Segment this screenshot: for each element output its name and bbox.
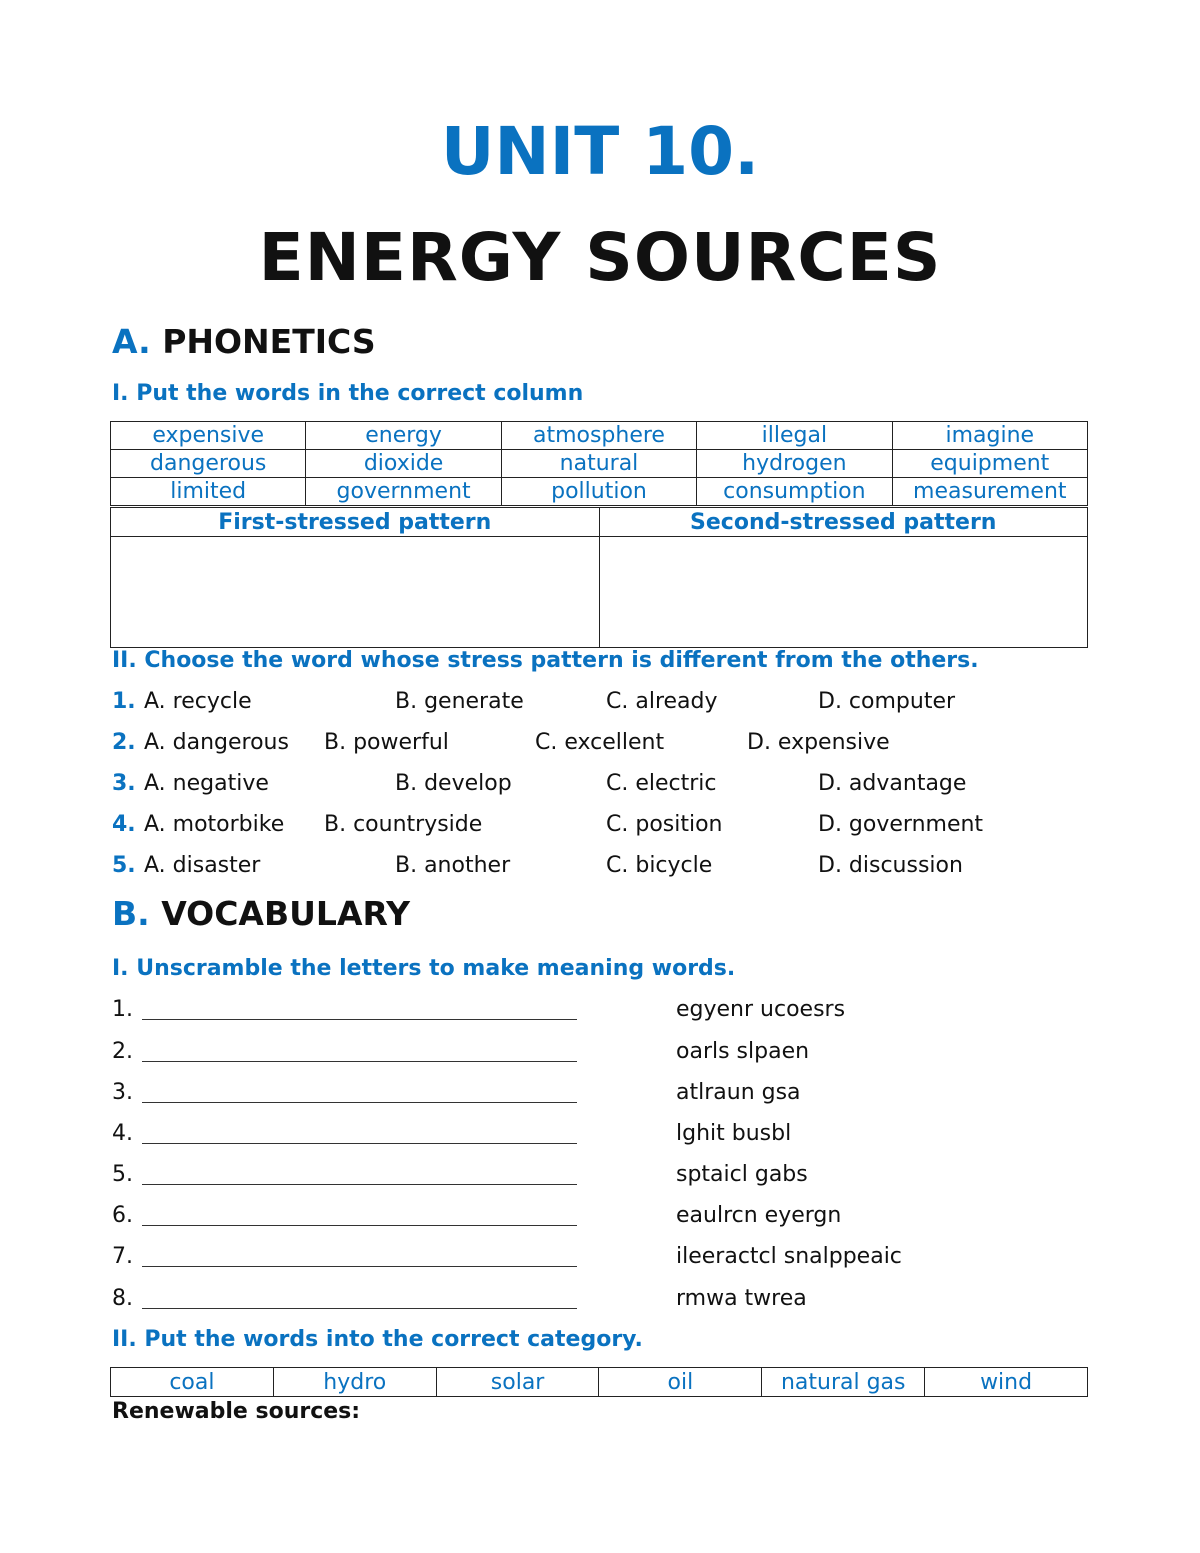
word-cell: natural: [501, 450, 696, 478]
answer-blank[interactable]: [142, 1184, 577, 1185]
word-cell: coal: [111, 1368, 274, 1397]
question-row: [112, 769, 1112, 799]
option-d[interactable]: D. discussion: [818, 853, 963, 878]
answer-blank[interactable]: [142, 1143, 577, 1144]
section-a-letter: A.: [112, 322, 151, 361]
option-c[interactable]: C. excellent: [535, 730, 665, 755]
unscramble-row: [112, 1119, 1112, 1149]
question-row: [112, 851, 1112, 881]
word-cell: oil: [599, 1368, 762, 1397]
question-number: 2.: [112, 730, 136, 755]
unscramble-row: [112, 1201, 1112, 1231]
unscramble-row: [112, 1078, 1112, 1108]
option-b[interactable]: B. countryside: [324, 812, 483, 837]
table-row: [111, 537, 1088, 648]
answer-blank[interactable]: [142, 1019, 577, 1020]
option-b[interactable]: B. another: [395, 853, 511, 878]
word-cell: natural gas: [762, 1368, 925, 1397]
unscramble-row: [112, 1284, 1112, 1314]
option-c[interactable]: C. electric: [606, 771, 717, 796]
table-row: [111, 450, 1088, 478]
answer-blank[interactable]: [142, 1266, 577, 1267]
word-cell: hydrogen: [697, 450, 892, 478]
second-stressed-answer-cell[interactable]: [599, 537, 1088, 648]
word-cell: dangerous: [111, 450, 306, 478]
table-row: [111, 422, 1088, 450]
part-a2-heading: II. Choose the word whose stress pattern is different from the others.: [112, 648, 979, 673]
part-a1-heading: I. Put the words in the correct column: [112, 381, 584, 406]
option-a[interactable]: A. recycle: [144, 689, 252, 714]
part-b1-heading: I. Unscramble the letters to make meaning words.: [112, 956, 736, 981]
question-number: 3.: [112, 771, 136, 796]
option-c[interactable]: C. already: [606, 689, 718, 714]
scrambled-word: eaulrcn eyergn: [676, 1203, 842, 1228]
item-number: 7.: [112, 1244, 133, 1269]
option-a[interactable]: A. motorbike: [144, 812, 285, 837]
unscramble-row: [112, 1037, 1112, 1067]
unscramble-row: [112, 995, 1112, 1025]
word-cell: hydro: [273, 1368, 436, 1397]
question-number: 5.: [112, 853, 136, 878]
option-a[interactable]: A. disaster: [144, 853, 261, 878]
word-cell: equipment: [892, 450, 1087, 478]
option-c[interactable]: C. position: [606, 812, 723, 837]
word-cell: pollution: [501, 478, 696, 506]
item-number: 5.: [112, 1162, 133, 1187]
word-cell: imagine: [892, 422, 1087, 450]
word-cell: limited: [111, 478, 306, 506]
question-row: [112, 687, 1112, 717]
section-a-heading: [112, 322, 376, 362]
answer-blank[interactable]: [142, 1061, 577, 1062]
section-b-heading: [112, 894, 410, 934]
scrambled-word: lghit busbl: [676, 1121, 792, 1146]
table-row: [111, 1368, 1088, 1397]
item-number: 8.: [112, 1286, 133, 1311]
item-number: 3.: [112, 1080, 133, 1105]
item-number: 4.: [112, 1121, 133, 1146]
word-cell: illegal: [697, 422, 892, 450]
word-cell: energy: [306, 422, 501, 450]
answer-blank[interactable]: [142, 1102, 577, 1103]
option-c[interactable]: C. bicycle: [606, 853, 713, 878]
option-b[interactable]: B. powerful: [324, 730, 449, 755]
scrambled-word: sptaicl gabs: [676, 1162, 808, 1187]
option-a[interactable]: A. dangerous: [144, 730, 289, 755]
word-cell: expensive: [111, 422, 306, 450]
question-row: [112, 728, 1112, 758]
option-d[interactable]: D. advantage: [818, 771, 967, 796]
scrambled-word: oarls slpaen: [676, 1039, 810, 1064]
page-title: ENERGY SOURCES: [258, 219, 942, 296]
item-number: 1.: [112, 997, 133, 1022]
option-b[interactable]: B. develop: [395, 771, 512, 796]
scrambled-word: ileeractcl snalppeaic: [676, 1244, 902, 1269]
question-number: 4.: [112, 812, 136, 837]
pattern-table: [110, 507, 1088, 648]
category-word-table: [110, 1367, 1088, 1397]
question-row: [112, 810, 1112, 840]
word-table: [110, 421, 1088, 506]
table-row: [111, 478, 1088, 506]
renewable-sources-label: Renewable sources:: [112, 1399, 361, 1424]
item-number: 2.: [112, 1039, 133, 1064]
first-stressed-answer-cell[interactable]: [111, 537, 600, 648]
section-a-name: PHONETICS: [162, 322, 376, 361]
section-b-name: VOCABULARY: [161, 894, 410, 933]
section-b-letter: B.: [112, 894, 150, 933]
word-cell: atmosphere: [501, 422, 696, 450]
word-cell: government: [306, 478, 501, 506]
table-header-row: [111, 508, 1088, 537]
scrambled-word: egyenr ucoesrs: [676, 997, 846, 1022]
first-stressed-header: First-stressed pattern: [111, 508, 600, 537]
option-d[interactable]: D. computer: [818, 689, 956, 714]
item-number: 6.: [112, 1203, 133, 1228]
answer-blank[interactable]: [142, 1308, 577, 1309]
answer-blank[interactable]: [142, 1225, 577, 1226]
option-a[interactable]: A. negative: [144, 771, 269, 796]
scrambled-word: atlraun gsa: [676, 1080, 801, 1105]
unit-title: UNIT 10.: [440, 113, 760, 190]
word-cell: dioxide: [306, 450, 501, 478]
word-cell: consumption: [697, 478, 892, 506]
scrambled-word: rmwa twrea: [676, 1286, 807, 1311]
word-cell: solar: [436, 1368, 599, 1397]
part-b2-heading: II. Put the words into the correct category.: [112, 1327, 643, 1352]
second-stressed-header: Second-stressed pattern: [599, 508, 1088, 537]
unscramble-row: [112, 1242, 1112, 1272]
option-d[interactable]: D. expensive: [747, 730, 890, 755]
option-d[interactable]: D. government: [818, 812, 984, 837]
question-number: 1.: [112, 689, 136, 714]
option-b[interactable]: B. generate: [395, 689, 524, 714]
unscramble-row: [112, 1160, 1112, 1190]
word-cell: wind: [925, 1368, 1088, 1397]
word-cell: measurement: [892, 478, 1087, 506]
